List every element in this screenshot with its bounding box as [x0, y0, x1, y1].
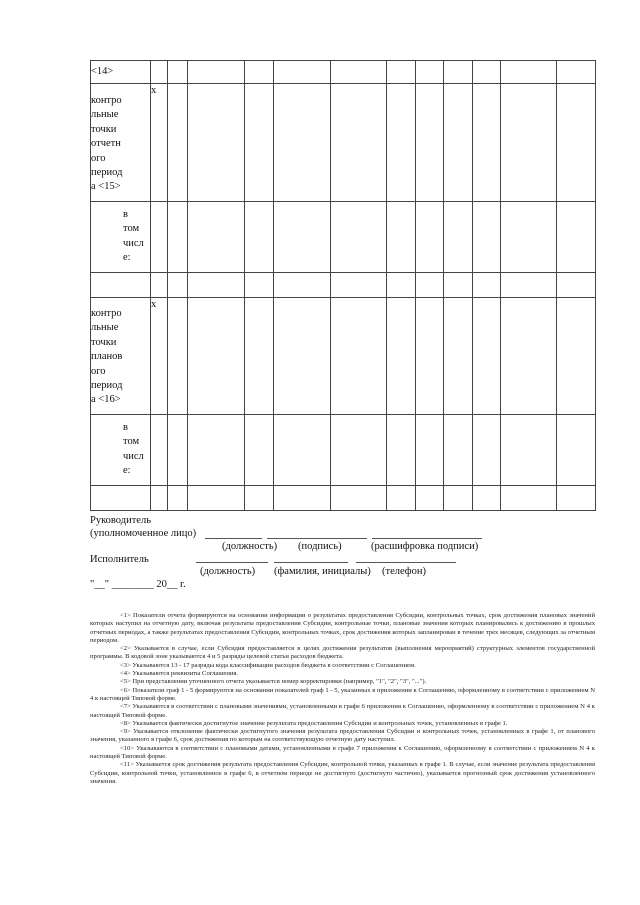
signature-line: [267, 538, 367, 539]
table-row: [91, 298, 596, 415]
footnote: <8> Указывается фактически достигнутое значение результата предоставления Субсидии и контрольных точек, установленных в графе 1.: [120, 719, 508, 727]
executor-label: Исполнитель: [90, 554, 149, 565]
executor-phone-line: [356, 562, 456, 563]
decoding-line: [372, 538, 482, 539]
executor-name-caption: (фамилия, инициалы): [274, 566, 371, 577]
table-row: [91, 415, 596, 486]
date-line: "__" ________ 20__ г.: [90, 579, 186, 590]
footnote: <2> Указывается в случае, если Субсидия предоставляется в целях достижения результатов (выполнения мероприятий) структурных элементов государственной программы. В кодовой зоне указываются 4 и 5 разряды целевой статьи расходов бюджета.: [90, 645, 595, 661]
including-cell: в том числ е:: [91, 202, 151, 273]
position-caption: (должность): [222, 541, 278, 552]
footnote: <3> Указываются 13 - 17 разряды кода классификации расходов бюджета в соответствии с Соглашением.: [120, 661, 416, 669]
decoding-caption: (расшифровка подписи): [371, 541, 479, 552]
table-row: [91, 84, 596, 202]
report-table: [90, 60, 596, 511]
footnote: <10> Указываются в соответствии с плановыми датами, установленными в графе 7 приложения к Соглашению, оформленному в соответствии с приложением N 4 к настоящей Типовой форме.: [90, 744, 595, 761]
footnote: <9> Указывается отклонение фактически достигнутого значения результата предоставления Субсидии и контрольных точек, установленных в графе 1, от планового значения, указанного в графе 6, срок достижения по которым на соответствующую отчетную дату наступил.: [90, 728, 595, 744]
footnote: <4> Указываются реквизиты Соглашения.: [120, 670, 239, 678]
signature-caption: (подпись): [298, 541, 342, 552]
planned-checkpoints-cell: контро льные точки планов ого период а <16>: [91, 298, 151, 415]
executor-name-line: [274, 562, 348, 563]
footnote: <1> Показатели отчета формируются на основании информации о результатах предоставления Субсидии, контрольных точках, срок достижения плановых значений которых наступил на отчетную дату, включая результаты предоставления Субсидии, контрольные точки, плановые значения которых планировались к достижению в прошлых отчетных периодах, а также результатах предоставления Субсидии, контрольных точках, срок достижения которых запланирован в течение трех месяцев, следующих за отчетным периодом.: [90, 612, 595, 644]
footnote: <7> Указываются в соответствии с плановыми значениями, установленными в графе 6 приложения к Соглашению, оформленному в соответствии с приложением N 4 к настоящей Типовой форме.: [90, 703, 595, 719]
reporting-checkpoints-cell: контро льные точки отчетн ого период а <15>: [91, 84, 151, 202]
table-row: [91, 61, 596, 84]
table-row: [91, 486, 596, 511]
mark-cell: x: [151, 298, 168, 415]
footnote: <11> Указывается срок достижения результата предоставления Субсидии, контрольной точки, указанных в графе 1. В случае, если значение результата предоставления Субсидии, контрольной точки, установленное в графе 6, в отчетном периоде не достигнуто (достигнуто частично), указывается прогнозный срок достижения установленного значения.: [90, 761, 595, 785]
including-cell: в том числ е:: [91, 415, 151, 486]
head-label: Руководитель: [90, 515, 151, 526]
executor-position-line: [196, 562, 268, 563]
footnotes: [90, 612, 595, 786]
executor-position-caption: (должность): [200, 566, 256, 577]
mark-cell: x: [151, 84, 168, 202]
row-code-cell: <14>: [91, 61, 151, 84]
table-row: [91, 273, 596, 298]
head-label-authorized: (уполномоченное лицо): [90, 528, 197, 539]
table-row: [91, 202, 596, 273]
position-line: [205, 538, 262, 539]
footnote: <5> При представлении уточненного отчета указывается номер корректировки (например, "1", "2", "3", "...").: [120, 678, 427, 686]
footnote: <6> Показатели граф 1 - 5 формируются на основании показателей граф 1 - 5, указанных в приложении к Соглашению, оформленному в соответствии с приложением N 4 к настоящей Типовой форме.: [90, 686, 595, 702]
executor-phone-caption: (телефон): [382, 566, 426, 577]
